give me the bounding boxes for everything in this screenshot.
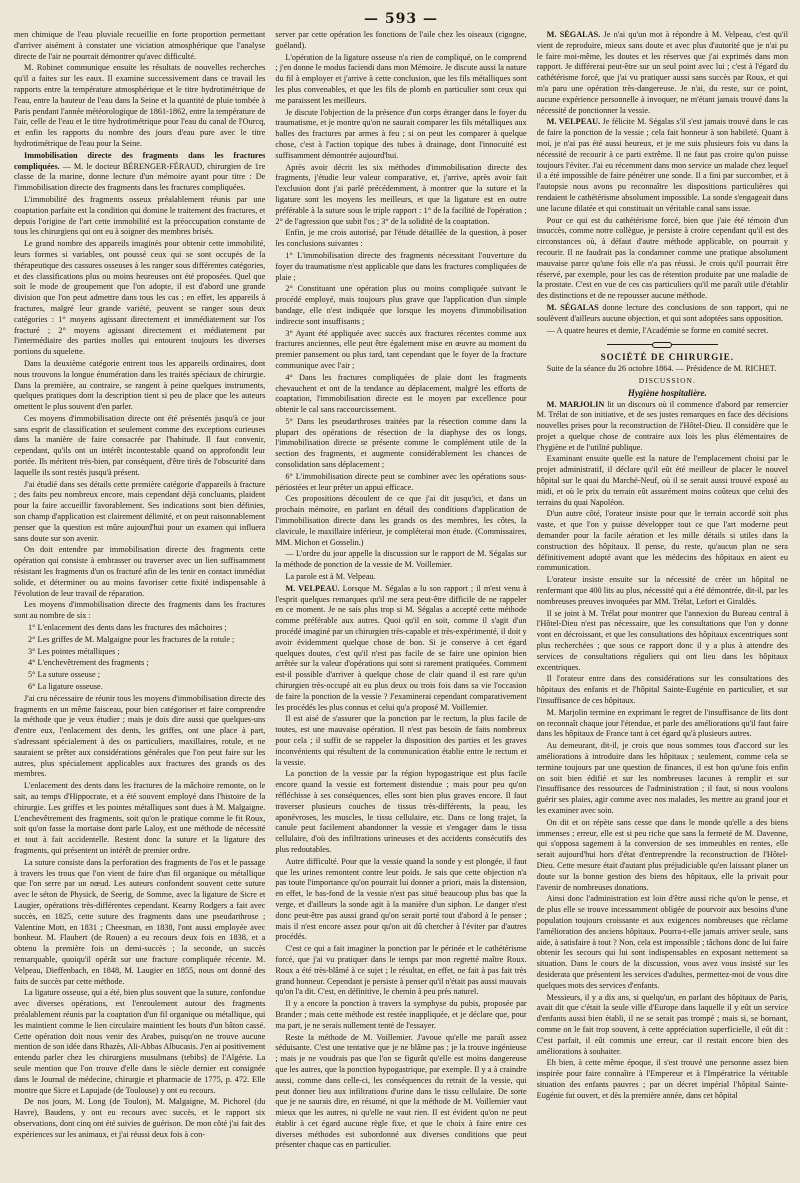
paragraph-text: — M. le docteur BÉRENGER-FÉRAUD, chirurgien de 1re classe de la marine, donne lecture d'un mémoire ayant pour titre : De l'immobilisation directe des fragments dans les fractures compliquées. [14, 161, 266, 193]
list-item: 4° L'enchevêtrement des fragments ; [28, 658, 149, 668]
list-item: 5° La suture osseuse ; [28, 670, 101, 680]
paragraph-text: Je félicite M. Ségalas s'il s'est jamais trouvé dans le cas de faire la ponction de la vessie ; cela fait honneur à son habileté. Quant à moi, je n'ai pas été aussi heureux, et je me suis plusieurs fois vu dans la nécessité de recourir à ce parti extrême. Il ne faut pas croire qu'on puisse toujours l'éviter. J'ai eu récemment dans mon service un malade chez lequel il a été impossible de faire pénétrer une sonde. Il a fini par succomber, et à l'autopsie nous avons pu reconnaître les dispositions particulières qui rendaient le cathétérisme absolument impossible. La sonde s'engageait dans une lacune dilatée et qui constituait un véritable canal sans issue. [536, 117, 788, 213]
paragraph [275, 584, 526, 714]
topic-heading: Hygiène hospitalière. [627, 387, 707, 398]
column-1 [14, 30, 265, 1180]
paragraph: La ponction de la vessie par la région hypogastrique est plus facile encore quand la vessie est fortement distendue ; mais pour peu qu'on réfléchisse à ses conséquences, elles sont bien plus graves encore. Il faut traverser plusieurs couches de tissus très-différents, la peau, les aponévroses, les muscles, le tissu cellulaire, etc. Dans ce long trajet, la canule peut facilement abandonner la vessie et s'engager dans le tissu cellulaire, d'où des infiltrations urineuses et des accidents consécutifs des plus redoutables. [275, 769, 527, 854]
paragraph-text: lit un discours où il commence d'abord par remercier M. Trélat de son initiative, et de ses justes remarques en face des décisions nouvelles prises pour la reconstruction de l'Hôtel-Dieu. Il considère que le projet a quelque chose de contraire aux lois les plus élémentaires de l'hygiène et de l'utilité publique. [536, 399, 788, 452]
paragraph: Dans la deuxième catégorie entrent tous les appareils ordinaires, dont nous trouvons la longue énumération dans les traités spéciaux de chirurgie. Dans la première, au contraire, se rangent à peine quelques instruments, quelques pratiques dont la description tient si peu de place que les auteurs omettent le plus souvent d'en parler. [14, 358, 266, 412]
paragraph: Après avoir décrit les six méthodes d'immobilisation directe des fragments, j'étudie leur valeur comparative, et, j'arrive, après avoir fait l'exclusion dont j'ai parlé précédemment, à montrer que la suture et la ligature sont les moyens les meilleurs, et que la ligature est en outre préférable à la suture sous le triple rapport : 1° de la facilité de l'opération ; 2° de l'agression que subit l'os ; 3° de la solidité de la coaptation. [275, 162, 527, 226]
paragraph: L'immobilité des fragments osseux préalablement réunis par une coaptation parfaite est la condition qui domine le traitement des fractures, et depuis l'origine de l'art cette immobilité est la préoccupation constante de tous les chirurgiens qui ont eu à soigner des membres brisés. [14, 194, 266, 237]
speaker-name: M. SÉGALAS. [546, 30, 601, 39]
paragraph: J'ai cru nécessaire de réunir tous les moyens d'immobilisation directe des fragments en un même faisceau, pour bien catégoriser et faire comprendre la méthode que je veux étudier ; mais je dois dire aussi que quelques-uns d'entre eux, l'enlacement des dents, les griffes, ont une place à part, s'adressant spécialement à des os particuliers, maxillaires, rotule, et ne sauraient se prêter aux considérations générales que l'on peut faire sur les autres, plus spécialement applicables aux fractures des grands os des membres. [14, 693, 266, 779]
list-item: 3° Les pointes métalliques ; [28, 646, 120, 656]
speaker-name: M. VELPEAU. [546, 117, 601, 127]
paragraph: L'enlacement des dents dans les fractures de la mâchoire remonte, on le sait, au temps d'Hippocrate, et a été souvent employé dans l'histoire de la chirurgie. Les griffes et les pointes métalliques sont dues à M. Malgaigne. L'enchevêtrement des fragments, soit qu'on le pratique comme le fit Roux, soit qu'on fasse la mortaise dont parle Laloy, est une méthode de nécessité et tout à fait accidentelle. Restent donc la suture et la ligature des fragments, qui présentent un intérêt de premier ordre. [14, 781, 266, 855]
paragraph: 1° L'immobilisation directe des fragments nécessitant l'ouverture du foyer du traumatisme n'est applicable que dans les fractures compliquées de plaie ; [275, 250, 527, 282]
paragraph: server par cette opération les fonctions de l'aile chez les oiseaux (cigogne, goéland). [275, 30, 527, 50]
paragraph: Eh bien, à cette même époque, il s'est trouvé une personne assez bien inspirée pour faire connaître à l'Empereur et à l'Impératrice la véritable situation des enfants pauvres ; par un décret impérial l'hôpital Sainte-Eugénie fut ouvert, et dès la première année, dans cet hôpital [536, 1058, 788, 1100]
page-number: — 593 — [364, 11, 438, 27]
paragraph: Ces propositions découlent de ce que j'ai dit jusqu'ici, et dans un prochain mémoire, en parlant en détail des conditions d'application de l'immobilisation directe dans les grands os des membres, les côtes, la clavicule, le maxillaire inférieur, je compléterai mon étude. (Commissaires, MM. Michon et Gosselin.) [275, 494, 527, 547]
paragraph: 5° Dans les pseudarthroses traitées par la résection comme dans la plupart des opérations de résection de la diaphyse des os longs, l'immobilisation directe se présente comme le complément utile de la section des fragments, et augmente considérablement les chances de consolidation sans déplacement ; [275, 416, 527, 470]
ornamental-divider [537, 342, 788, 348]
paragraph: Autre difficulté. Pour que la vessie quand la sonde y est plongée, il faut que les urines remontent contre leur poids. Je sais que cette objection n'a pas toute l'importance qu'on pourrait lui donner a priori, mais la distension, en effet, le bas-fond de la vessie n'est pas situé beaucoup plus bas que la verge, et d'ailleurs la sonde agit à la manière d'un siphon. Le danger n'est donc peut-être pas aussi grand qu'on serait porté tout d'abord à le penser ; mais il n'est encore assez pour qu'on ait dû chercher à l'éviter par d'autres procédés. [275, 856, 527, 942]
society-heading: SOCIÉTÉ DE CHIRURGIE. [600, 352, 734, 363]
paragraph: Il l'orateur entre dans des considérations sur les consultations des hôpitaux des enfants et de l'hôpital Sainte-Eugénie en particulier, et sur l'insuffisance de ces hôpitaux. [536, 674, 788, 706]
columns [14, 30, 788, 1180]
paragraph: Je discute l'objection de la présence d'un corps étranger dans le foyer du traumatisme, et je montre qu'on ne saurait comparer les fils métalliques aux balles des fractures par armes à feu ; si on peut les comparer à quelque chose, c'est à l'action topique des tubes à drainage, dont l'innocuité est suffisamment démontrée aujourd'hui. [275, 107, 527, 160]
paragraph: 2° Constituant une opération plus ou moins compliquée suivant le procédé employé, mais toujours plus grave que l'application d'un simple bandage, elle n'est indiquée que lorsque les moyens d'immobilisation indirecte sont insuffisants ; [275, 284, 527, 326]
paragraph-text: Je n'ai qu'un mot à répondre à M. Velpeau, c'est qu'il vient de reproduire, mieux sans doute et avec plus d'autorité que je n'ai pu le faire moi-même, les doutes et les réserves que j'ai exprimés dans mon rapport. Je différerai peut-être sur un seul point avec lui ; c'est à l'égard du cathétérisme forcé, que j'ai vu pratiquer aussi sans succès par Roux, et qui m'a paru une opération très-dangereuse. Je n'ai, du reste, sur ce point, aucune expérience personnelle à invoquer, ne m'étant jamais trouvé dans la nécessité de ponctionner la vessie. [536, 30, 788, 115]
column-3 [537, 30, 788, 1180]
paragraph: De nos jours, M. Long (de Toulon), M. Malgaigne, M. Pichorel (du Havre), Baudens, y ont eu recours avec succès, et le rapport six observations, dont cinq ont été suivies de guérison. De mon côté j'ai fait des expériences sur les animaux, et j'ai réussi deux fois à con- [14, 1097, 266, 1139]
list-item: 1° L'enlacement des dents dans les fractures des mâchoires ; [28, 623, 227, 633]
paragraph: men chimique de l'eau pluviale recueillie en forte proportion permettant d'arriver aisément à constater une viciation atmosphérique que l'analyse directe de l'air ne pourrait démontrer qu'avec difficulté. [14, 30, 266, 61]
paragraph: Au demeurant, dit-il, je crois que nous sommes tous d'accord sur les améliorations à introduire dans les hôpitaux ; seulement, comme cela se termine toujours par une question de finances, il est bon qu'une fois enfin on soit bien édifié et sur les nombreuses lacunes à remplir et sur l'insuffisance des ressources de l'administration ; il faut, si nous voulons guérir ses plaies, agir comme avec nos malades, les mettre au grand jour et les examiner avec soin. [536, 741, 788, 815]
column-2 [275, 30, 526, 1180]
speaker-name: M. MARJOLIN [546, 399, 605, 409]
paragraph: D'un autre côté, l'orateur insiste pour que le terrain accordé soit plus vaste, et que l'on y puisse développer tout ce que l'art moderne peut demander pour la facile aération et les mille détails si utiles dans la construction des hôpitaux. Il pense, du reste, qu'aucun plan ne sera définitivement adopté avant que les médecins des hôpitaux en aient eu communication. [536, 509, 788, 573]
paragraph: C'est ce qui a fait imaginer la ponction par le périnée et le cathétérisme forcé, que j'ai vu pratiquer dans le temps par mon regretté maître Roux. Roux a été très-blâmé à ce sujet ; le résultat, en effet, ne fait à pas fait très grand honneur. Cependant je persiste à penser qu'il n'était pas aussi mauvais qu'on l'a dit. C'est, en définitive, le chemin à peu près naturel. [275, 944, 527, 997]
paragraph: On doit entendre par immobilisation directe des fragments cette opération qui consiste à embrasser ou traverser avec un lien suffisamment résistant les fragments d'un os fracturé afin de les tenir en contact immédiat solide, et déterminer ou au moins favoriser cette fixité indispensable à l'évolution de leur travail de réparation. [14, 545, 266, 598]
paragraph: — A quatre heures et demie, l'Académie se forme en comité secret. [546, 325, 769, 335]
paragraph [14, 151, 265, 194]
paragraph: Les moyens d'immobilisation directe des fragments dans les fractures sont au nombre de six : [14, 600, 266, 621]
paragraph [537, 30, 788, 116]
paragraph: 3° Ayant été appliquée avec succès aux fractures récentes comme aux fractures anciennes, elle peut être également mise en œuvre au moment du premier pansement ou plus tard, tant cependant que le foyer de la fracture communique avec l'air ; [275, 328, 527, 370]
paragraph [537, 303, 788, 325]
paragraph: M. Marjolin termine en exprimant le regret de l'insuffisance de lits dont on reconnaît chaque jour l'étendue, et parle des améliorations qu'il faut faire dans les hôpitaux de France tant à cet égard qu'à plusieurs autres. [536, 707, 788, 739]
paragraph [537, 117, 788, 214]
paragraph: L'opération de la ligature osseuse n'a rien de compliqué, on le comprend ; j'en donne le modus faciendi dans mon Mémoire. Je discute aussi la nature du fil à employer et j'arrive à cette conclusion, que les fils métalliques sont les plus convenables, et que les fils de plomb en particulier sont ceux qui me paraissent les meilleurs. [275, 52, 527, 105]
paragraph: J'ai étudié dans ses détails cette première catégorie d'appareils à fracture ; des faits peu nombreux encore, mais cependant déjà concluants, plaident pour la faire accueillir favorablement. Ses indications sont bien définies, son champ d'application est clairement délimité, et on peut raisonnablement penser que la question est mûre aujourd'hui pour un examen qui influera sans doute sur son avenir. [14, 479, 266, 543]
paragraph: M. Robinet communique ensuite les résultats de nouvelles recherches qu'il a faites sur les eaux. Il examine successivement dans ce travail les rapports entre la température atmosphérique et le titre hydrotimétrique de l'eau, entre la hauteur de l'eau dans la Seine et la quantité de pluie tombée à Paris pendant l'année météorologique de 1861-1862, entre la température de l'air, celle de l'eau et le titre hydrotimétrique pour l'eau du canal de l'Ourcq, et enfin les rapports du nombre des jours d'eau pure avec le titre hydrotimétrique de l'eau pour la Seine. [14, 63, 266, 148]
paragraph [537, 400, 788, 454]
paragraph: Examinant ensuite quelle est la nature de l'emplacement choisi par le projet administratif, il déclare qu'il eût été meilleur de placer le nouvel hôpital sur le quai du Marché-Neuf, où il se serait aussi trouvé exposé au midi, et où le prix du terrain eût assurément moins coûteux que celui des terrains du quai Napoléon. [536, 454, 788, 507]
paragraph: La parole est à M. Velpeau. [285, 572, 376, 582]
paragraph: Reste la méthode de M. Voillemier. J'avoue qu'elle me paraît assez séduisante. C'est une tentative que je ne blâme pas ; je la trouve ingénieuse ; mais je ne voudrais pas que l'on se figurât qu'elle est moins dangereuse que les autres, que la ponction hypogastrique, par exemple. Il y a à craindre aussi, comme dans celle-ci, les conséquences du retrait de la vessie, qui peut donner lieu aux infiltrations d'urine dans le tissu cellulaire. De sorte que je ne saurais dire, en résumé, ni que la méthode de M. Voillemier vaut mieux que les autres, ni qu'elle ne vaut rien. Il est évident qu'on ne peut établir à cet égard aucune règle fixe, et que le choix à faire entre ces diverses méthodes est subordonné aux diverses conditions que peut présenter chaque cas en particulier. [275, 1032, 527, 1150]
list-item: 6° La ligature osseuse. [28, 682, 103, 692]
paragraph: Il se joint à M. Trélat pour montrer que l'annexion du Bureau central à l'Hôtel-Dieu n'est pas nécessaire, que les consultations que l'on y donne vont en décroissant, et que les consultations des hôpitaux excentriques sont plus recherchées ; que sous ce rapport donc il y a plus à attendre des services de consultations réguliers qui ont lieu dans les hôpitaux excentriques. [536, 608, 788, 672]
paragraph: Messieurs, il y a dix ans, si quelqu'un, en parlant des hôpitaux de Paris, avait dit que c'était la seule ville d'Europe dans laquelle il y eût un service d'enfants aussi bien établi, il ne se serait pas trompé ; mais si, se bornant, comme on le fait trop souvent, à cette appréciation superficielle, il eût dit : C'est parfait, il eût commis une erreur, car il restait encore bien des améliorations à souhaiter. [536, 992, 788, 1056]
paragraph: Pour ce qui est du cathétérisme forcé, bien que j'aie été témoin d'un insuccès, comme notre collègue, je persiste à croire cependant qu'il est des circonstances où, à défaut d'autre méthode applicable, on pourrait y recourir. Il ne faudrait pas la condamner comme une pratique absolument mauvaise parce qu'une fois elle n'a pas réussi. Je crois qu'il pourrait être réservé, par exemple, pour les cas de rétention produite par une maladie de la prostate. C'est en vue de ces cas particuliers qu'il me paraît utile d'établir des distinctions et de ne repousser aucune méthode. [536, 215, 788, 301]
paragraph: — L'ordre du jour appelle la discussion sur le rapport de M. Ségalas sur la méthode de ponction de la vessie de M. Voillemier. [275, 549, 527, 570]
paragraph-text: donne lecture des conclusions de son rapport, qui ne soulèvent d'ailleurs aucune objection, et qui sont adoptées sans opposition. [536, 302, 788, 323]
list-item: 2° Les griffes de M. Malgaigne pour les fractures de la rotule ; [28, 634, 235, 644]
paragraph: L'orateur insiste ensuite sur la nécessité de créer un hôpital ne renfermant que 400 lits au plus, nécessité qui a été démontrée, dit-il, par les nombreuses preuves invoquées par MM. Trélat, Lefort et Giraldès. [536, 575, 788, 606]
paragraph: On dit et on répète sans cesse que dans le monde qu'elle a des biens immenses ; erreur, elle est si peu riche que sans la fermeté de M. Davenne, qui s'opposa sagement à la conversion de ses immeubles en rentes, elle serait aujourd'hui hors d'état d'entreprendre la reconstruction de l'Hôtel-Dieu. Cette mesure était d'autant plus préjudiciable qu'en laissant planer un doute sur la bonne gestion des biens des hôpitaux, elle la privait pour l'avenir de nombreuses donations. [536, 817, 788, 892]
section-heading: Immobilisation directe des fragments dans les fractures compliquées. [14, 150, 266, 171]
paragraph: La suture consiste dans la perforation des fragments de l'os et le passage à travers les trous que l'on vient de faire d'un fil organique ou métallique que l'on serre par un nœud. Les auteurs confondent souvent cette suture avec le séton de Physick, de Seerig, de Somme, avec la ligature de Sicre et Laugier, opérations très-différentes cependant. Kearny Rodgers a fait avec succès, en 1825, cette suture des fragments dans une pseudarthrose ; Valentine Mott, en 1831 ; Cheesman, en 1838, l'ont aussi employée avec bonheur. M. Flaubert (de Rouen) a eu recours deux fois en 1838, et a obtenu la première fois un demi-succès ; la seconde, un succès remarquable, quoiqu'il opérât sur une fracture compliquée récente. M. Velpeau, Dieffenbach, en 1848, M. Laugier en 1855, nous ont donné des faits de succès par cette méthode. [14, 857, 266, 986]
speaker-name: M. SÉGALAS [546, 302, 599, 312]
discussion-heading: DISCUSSION. [638, 375, 696, 385]
paragraph: Il est aisé de s'assurer que la ponction par le rectum, la plus facile de toutes, est une mauvaise opération. Il n'est pas besoin de faits nombreux pour cela ; il suffit de se rappeler la disposition des parties et les graves inconvénients qui résultent de la communication établie entre le rectum et la vessie. [275, 714, 527, 767]
paragraph: 6° L'immobilisation directe peut se combiner avec les opérations sous-périostées et leur prêter un appui efficace. [275, 471, 527, 492]
paragraph: 4° Dans les fractures compliquées de plaie dont les fragments chevauchent et ont de la tendance au déplacement, malgré les efforts de coaptation, l'immobilisation directe est le moyen par excellence pour obtenir le cal sans raccourcissement. [275, 372, 527, 415]
paragraph-text: Lorsque M. Ségalas a lu son rapport ; il m'est venu à l'esprit quelques remarques qu'il me sera peut-être difficile de ne rappeler en ce moment. Je ne sais plus trop si M. Ségalas a accepté cette méthode comme préférable aux autres. Quoi qu'il en soit, comme il s'agit d'un procédé imaginé par un chirurgien très-capable et très-expérimenté, il doit y avoir évidemment quelque chose de bon. Si je conserve à cet égard quelques doutes, c'est qu'il n'est pas facile de se faire une opinion bien arrêtée sur la valeur d'opérations qui sont si rarement pratiquées. Comment est-il possible d'arriver à quelque chose de clair quand il est rare qu'un chirurgien très-occupé ait eu plus deux ou trois fois dans sa vie l'occasion de faire la ponction de la vessie ? J'examinerai cependant comparativement les procédés les plus connus et celui qu'a proposé M. Voillemier. [275, 583, 527, 712]
session-line: Suite de la séance du 26 octobre 1864. — Présidence de M. RICHET. [546, 364, 777, 374]
paragraph: Le grand nombre des appareils imaginés pour obtenir cette immobilité, leurs formes si variables, ont poussé ceux qui se sont occupés de la thérapeutique des cassures osseuses à les ranger sous différentes catégories, et des classifications plus ou moins heureuses ont été proposées. Quel que soit le mode de groupement que l'on adopte, il est d'abord une grande division que l'on peut admettre dans tous les cas ; en effet, les appareils à fractures, malgré leur grande variété, peuvent se ranger sous deux catégories : 1° moyens agissant directement et immédiatement sur l'os fracturé ; 2° moyens agissant directement et médiatement par l'intermédiaire des parties molles qui entourent toujours les diverses portions du squelette. [14, 239, 266, 357]
paragraph: La ligature osseuse, qui a été, bien plus souvent que la suture, confondue avec diverses opérations, est l'enroulement autour des fragments préalablement réunis par la coaptation d'un fil organique ou métallique, qui les maintient comme le lien circulaire maintient les bouts d'un bâton cassé. Cette opération doit nous venir des Arabes, puisqu'on ne trouve aucune mention de son idée dans Rhazès, Ali-Abbas Albucasis. J'en ai positivement entendu parler chez les chirurgiens musulmans (tebibs) de l'Algérie. La seule mention que l'on trouve d'elle dans le siècle dernier est consignée dans le Journal de médecine, chirurgie et pharmacie de 1775, p. 472. Elle montre que Sicre et Lapujade (de Toulouse) y ont eu recours. [14, 988, 266, 1095]
speaker-name: M. VELPEAU. [285, 583, 340, 593]
paragraph: Ainsi donc l'administration est loin d'être aussi riche qu'on le pense, et de plus elle se trouve incessamment obligée de pourvoir aux besoins d'une population toujours croissante et aux exigences nombreuses que réclame l'amélioration des anciens hôpitaux. Pourra-t-elle jamais arriver seule, sans aide, à satisfaire à tout ? Non, cela est impossible ; tâchons donc de lui faire obtenir les secours qui lui sont indispensables en exposant nettement sa situation. Dans le cours de la discussion, vous avez vous insisté sur les desiderata que présentent les services d'adultes, permettez-moi de vous dire quelques mots des services d'enfants. [536, 894, 788, 990]
paragraph: Il y a encore la ponction à travers la symphyse du pubis, proposée par Brander ; mais cette méthode est restée inappliquée, et je déclare que, pour ma part, je ne serais nullement tenté de l'essayer. [275, 999, 527, 1030]
paragraph: Ces moyens d'immobilisation directe ont été présentés jusqu'à ce jour sans esprit de classification et seulement comme des exceptions curieuses dans la manière de faire consacrée par l'habitude. Il faut convenir, cependant, qu'ils ont un intérêt incontestable quand on approfondit leur portée. Ils méritent très-bien, par conséquent, d'être tirés de l'obscurité dans laquelle ils sont restés jusqu'à présent. [14, 413, 266, 477]
paragraph: Enfin, je me crois autorisé, par l'étude détaillée de la question, à poser les conclusions suivantes : [275, 228, 527, 249]
